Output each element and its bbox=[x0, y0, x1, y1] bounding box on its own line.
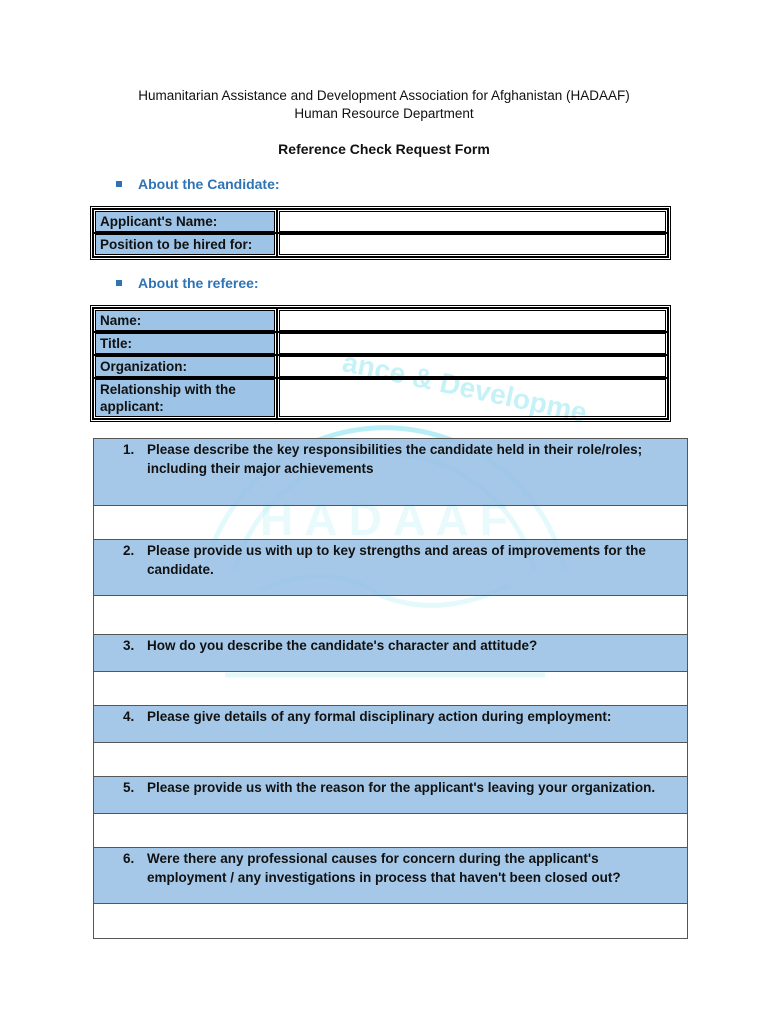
referee-heading-text: About the referee: bbox=[138, 275, 259, 291]
question-text: How do you describe the candidate's character and attitude? bbox=[147, 638, 538, 653]
question-text: Were there any professional causes for concern during the applicant's employment / any investigations in process that haven't been closed out? bbox=[147, 851, 621, 885]
position-row bbox=[95, 234, 666, 255]
question-text: Please provide us with up to key strengths and areas of improvements for the candidate. bbox=[147, 543, 646, 577]
applicant-name-label: Applicant's Name: bbox=[95, 211, 275, 232]
candidate-info-table bbox=[90, 206, 671, 260]
answer-field[interactable] bbox=[94, 814, 687, 848]
question-row bbox=[94, 635, 687, 672]
question-row bbox=[94, 777, 687, 814]
answer-field[interactable] bbox=[94, 904, 687, 938]
svg-text:ance & Developme: ance & Developme bbox=[339, 346, 590, 429]
question-number: 1. bbox=[123, 442, 135, 457]
department-name: Human Resource Department bbox=[294, 106, 474, 121]
referee-title-label: Title: bbox=[95, 333, 275, 354]
question-text: Please describe the key responsibilities the candidate held in their role/roles; including their major achievements bbox=[147, 442, 643, 476]
referee-relationship-field[interactable] bbox=[279, 379, 666, 417]
referee-title-row bbox=[95, 333, 666, 354]
org-name: Humanitarian Assistance and Development Association for Afghanistan (HADAAF) bbox=[138, 88, 630, 103]
referee-organization-row bbox=[95, 356, 666, 377]
position-label: Position to be hired for: bbox=[95, 234, 275, 255]
referee-organization-label: Organization: bbox=[95, 356, 275, 377]
referee-name-field[interactable] bbox=[279, 310, 666, 331]
question-row bbox=[94, 540, 687, 596]
question-number: 6. bbox=[123, 851, 135, 866]
referee-name-row bbox=[95, 310, 666, 331]
question-number: 3. bbox=[123, 638, 135, 653]
question-text: Please provide us with the reason for the applicant's leaving your organization. bbox=[147, 780, 656, 795]
referee-info-table bbox=[90, 305, 671, 422]
answer-field[interactable] bbox=[94, 506, 687, 540]
candidate-heading-text: About the Candidate: bbox=[138, 176, 280, 192]
question-row bbox=[94, 848, 687, 904]
answer-field[interactable] bbox=[94, 672, 687, 706]
referee-organization-field[interactable] bbox=[279, 356, 666, 377]
position-field[interactable] bbox=[279, 234, 666, 255]
question-text: Please give details of any formal disciplinary action during employment: bbox=[147, 709, 612, 724]
applicant-name-row bbox=[95, 211, 666, 232]
question-number: 5. bbox=[123, 780, 135, 795]
square-bullet-icon bbox=[116, 280, 122, 286]
question-row bbox=[94, 706, 687, 743]
square-bullet-icon bbox=[116, 181, 122, 187]
question-row bbox=[94, 439, 687, 506]
questions-table bbox=[93, 438, 688, 939]
organization-header bbox=[0, 87, 768, 123]
form-title: Reference Check Request Form bbox=[278, 141, 490, 157]
referee-relationship-label: Relationship with the applicant: bbox=[95, 379, 275, 417]
referee-relationship-row bbox=[95, 379, 666, 417]
question-number: 2. bbox=[123, 543, 135, 558]
referee-section-heading bbox=[116, 275, 259, 291]
question-number: 4. bbox=[123, 709, 135, 724]
answer-field[interactable] bbox=[94, 743, 687, 777]
candidate-section-heading bbox=[116, 176, 280, 192]
applicant-name-field[interactable] bbox=[279, 211, 666, 232]
referee-title-field[interactable] bbox=[279, 333, 666, 354]
referee-name-label: Name: bbox=[95, 310, 275, 331]
answer-field[interactable] bbox=[94, 596, 687, 635]
